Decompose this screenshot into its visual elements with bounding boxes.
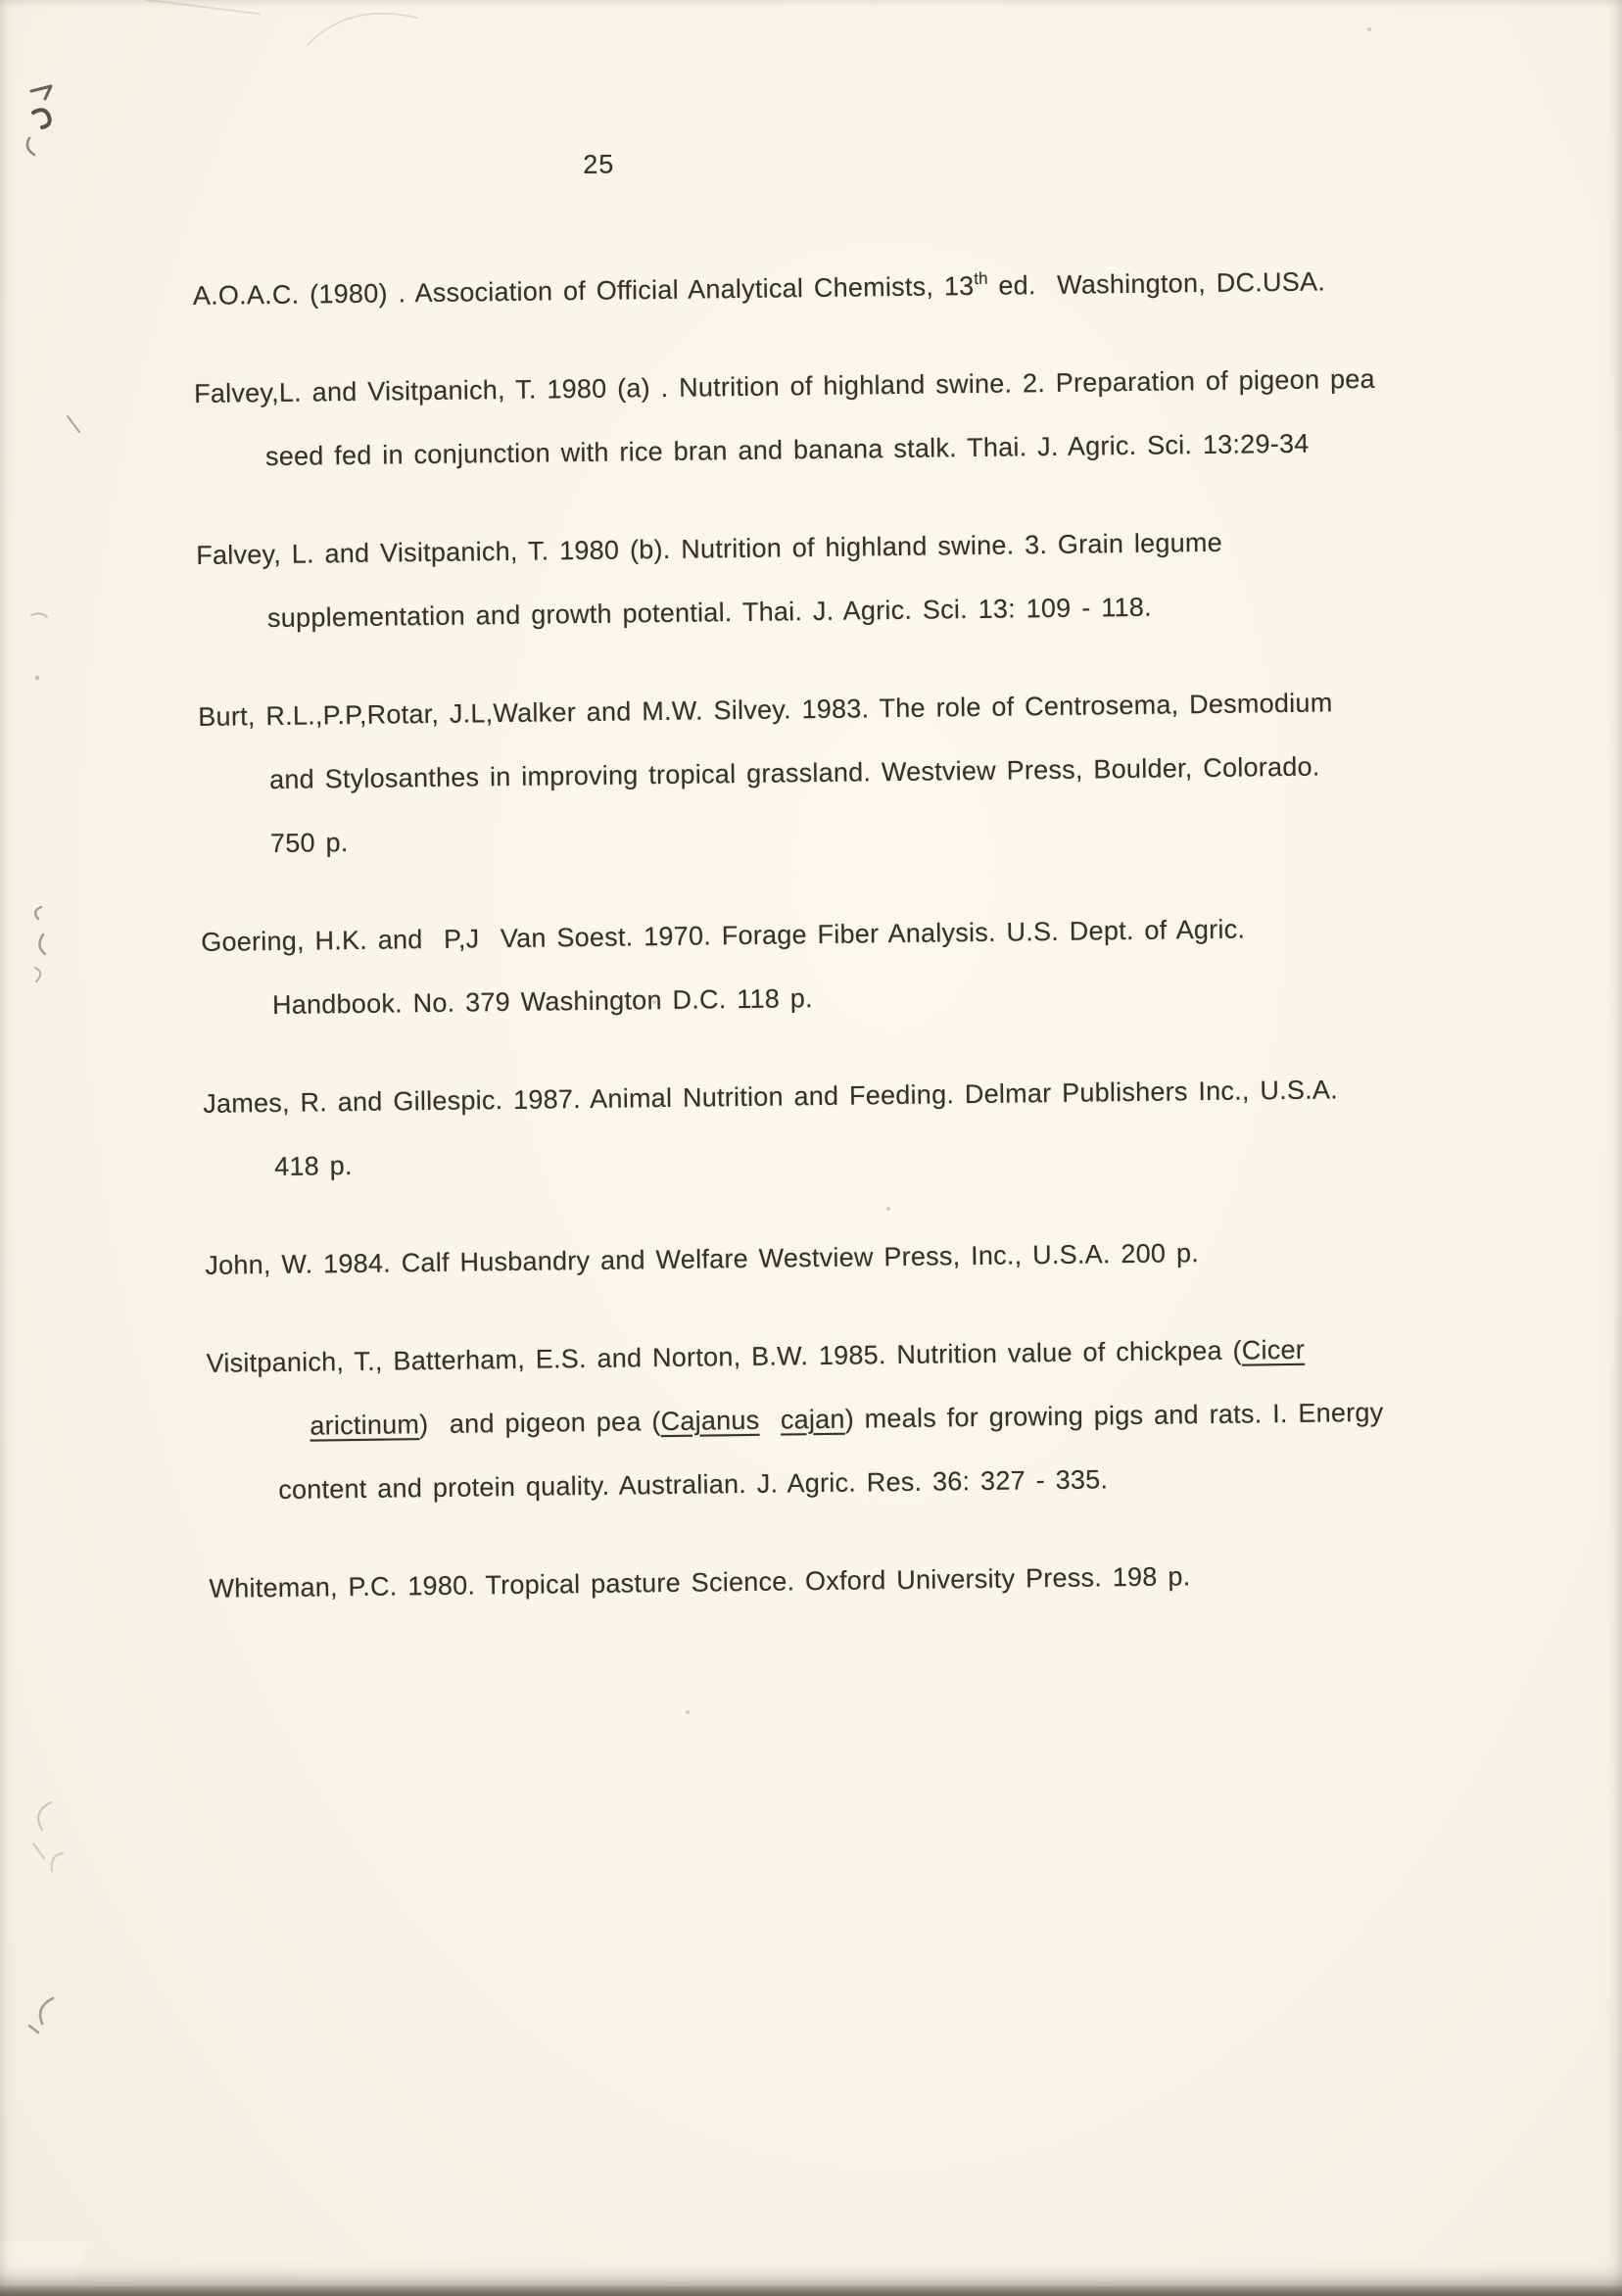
ink-margin-marks-top [22, 83, 65, 164]
paper-fold-mark [145, 0, 260, 15]
reference-text: ) meals for growing pigs and rats. I. Energy [844, 1397, 1384, 1434]
reference-entry [192, 241, 1437, 328]
reference-line [272, 959, 1447, 1037]
reference-entry [206, 1316, 1452, 1523]
pencil-marks-bottom-left [18, 1794, 86, 1881]
reference-text: ) and pigeon pea ( [418, 1407, 661, 1440]
reference-line [192, 241, 1437, 328]
ink-marks-bottom-left [24, 1992, 78, 2047]
paper-speck [686, 1710, 690, 1714]
faint-margin-marks [25, 607, 55, 695]
reference-text: A.O.A.C. (1980) . Association of Official Analytical Chemists, 13 [192, 270, 975, 311]
reference-text: content and protein quality. Australian. J. Agric. Res. 36: 327 - 335. [278, 1464, 1109, 1505]
reference-text: Whiteman, P.C. 1980. Tropical pasture Science. Oxford University Press. 198 p. [209, 1561, 1191, 1603]
reference-text: Falvey,L. and Visitpanich, T. 1980 (a) . Nutrition of highland swine. 2. Preparation of pigeon pea [193, 363, 1375, 408]
reference-text: Falvey, L. and Visitpanich, T. 1980 (b). Nutrition of highland swine. 3. Grain legume [196, 527, 1223, 570]
scanner-edge [0, 2286, 1622, 2296]
reference-entry [196, 508, 1442, 651]
reference-entry [194, 347, 1440, 490]
reference-text: 750 p. [269, 828, 349, 859]
references-list [192, 241, 1454, 1655]
reference-line [267, 572, 1442, 650]
reference-text [759, 1406, 781, 1435]
underlined-species-name: arictinum [310, 1410, 420, 1441]
paper-speck [1367, 27, 1371, 31]
page-number: 25 [583, 149, 615, 179]
reference-line [209, 1542, 1454, 1621]
underlined-species-name: cajan [780, 1404, 845, 1435]
pen-tick-mark [65, 413, 84, 437]
reference-entry [201, 895, 1447, 1038]
page-content [191, 131, 1435, 1603]
reference-entry [209, 1542, 1454, 1621]
reference-text: James, R. and Gillespic. 1987. Animal Nutrition and Feeding. Delmar Publishers Inc., U.S.A. [203, 1075, 1339, 1119]
reference-text: 418 p. [273, 1151, 353, 1182]
reference-text: Goering, H.K. and P,J Van Soest. 1970. Forage Fiber Analysis. U.S. Dept. of Agric. [201, 914, 1246, 957]
reference-entry [205, 1219, 1450, 1298]
underlined-species-name: Cajanus [660, 1405, 760, 1437]
scan-scratch-mark [302, 4, 429, 55]
reference-text: John, W. 1984. Calf Husbandry and Welfare Westview Press, Inc., U.S.A. 200 p. [205, 1238, 1200, 1280]
reference-entry [203, 1057, 1449, 1200]
reference-text: supplementation and growth potential. Thai. J. Agric. Sci. 13: 109 - 118. [266, 592, 1152, 634]
underlined-species-name: Cicer [1241, 1334, 1306, 1365]
reference-text: seed fed in conjunction with rice bran and banana stalk. Thai. J. Agric. Sci. 13:29-34 [264, 428, 1310, 472]
reference-line [265, 410, 1440, 489]
reference-text: ed. Washington, DC.USA. [987, 266, 1326, 301]
reference-text: and Stylosanthes in improving tropical grassland. Westview Press, Boulder, Colorado. [268, 751, 1320, 795]
ink-margin-marks-middle [24, 899, 59, 1001]
superscript-text: th [974, 268, 988, 288]
reference-entry [198, 670, 1444, 877]
reference-text: Visitpanich, T., Batterham, E.S. and Norton, B.W. 1985. Nutrition value of chickpea ( [206, 1335, 1242, 1378]
reference-text: Handbook. No. 379 Washington D.C. 118 p. [271, 983, 813, 1021]
reference-line [205, 1219, 1450, 1298]
reference-line [278, 1444, 1453, 1522]
reference-text: Burt, R.L.,P.P,Rotar, J.L,Walker and M.W. Silvey. 1983. The role of Centrosema, Desmodium [198, 688, 1333, 732]
